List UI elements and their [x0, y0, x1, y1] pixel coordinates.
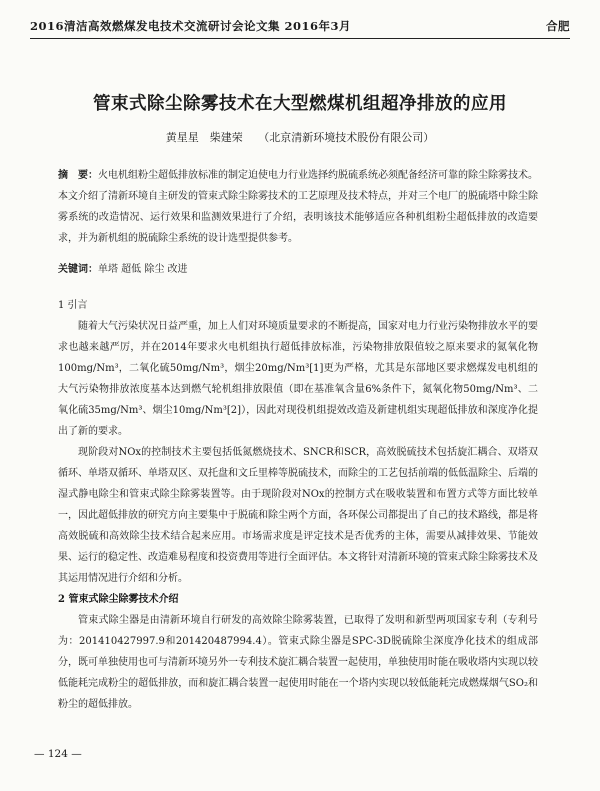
- keywords-label: 关键词：: [58, 264, 98, 275]
- body-text: [58, 295, 538, 715]
- abstract-text: 火电机组粉尘超低排放标准的制定迫使电力行业选择约脱硫系统必须配备经济可靠的除尘除雾技术。本文介绍了清新环境自主研发的管束式除尘除雾技术的工艺原理及技术特点，并对三个电厂的脱硫塔中除尘除雾系统的改造情况、运行效果和监测效果进行了介绍，表明该技术能够适应各种机组粉尘超低排放的改造要求，并为新机组的脱硫除尘系统的设计选型提供参考。: [58, 170, 538, 244]
- abstract-label: 摘 要：: [58, 170, 98, 181]
- page-number: — 124 —: [34, 748, 82, 760]
- header-location: 合肥: [546, 19, 570, 33]
- header-conference: 2016清洁高效燃煤发电技术交流研讨会论文集 2016年3月: [30, 19, 352, 33]
- paragraph: 随着大气污染状况日益严重，加上人们对环境质量要求的不断提高，国家对电力行业污染物排放水平的要求也越来越严厉，并在2014年要求火电机组执行超低排放标准，污染物排放限值较之原来要求的氮氧化物100mg/Nm³，二氧化硫50mg/Nm³，烟尘20mg/Nm³[1]更为严格，尤其是东部地区要求燃煤发电机组的大气污染物排放浓度基本达到燃气轮机组排放限值（即在基准氧含量6%条件下，氮氧化物50mg/Nm³、二氧化硫35mg/Nm³、烟尘10mg/Nm³[2]），因此对现役机组提效改造及新建机组实现超低排放和深度净化提出了新的要求。: [58, 321, 538, 437]
- author-affiliation: （北京清新环境技术股份有限公司）: [258, 131, 435, 144]
- section-heading-technology: 2 管束式除尘除雾技术介绍: [58, 594, 179, 605]
- author-line: [0, 129, 600, 145]
- keywords-text: 单塔 超低 除尘 改进: [98, 264, 188, 275]
- keywords: [58, 260, 538, 275]
- header-rule: [30, 38, 570, 39]
- paper-title: 管束式除尘除雾技术在大型燃煤机组超净排放的应用: [93, 94, 507, 114]
- section-heading-introduction: 1 引言: [58, 300, 88, 311]
- running-header: [30, 18, 570, 34]
- abstract: [58, 165, 538, 249]
- author-names: 黄星星 柴建荣: [165, 131, 243, 144]
- paragraph: 现阶段对NOx的控制技术主要包括低氮燃烧技术、SNCR和SCR，高效脱硫技术包括旋汇耦合、双塔双循环、单塔双循环、单塔双区、双托盘和文丘里棒等脱硫技术，而除尘的工艺包括前端的低低温除尘、后端的湿式静电除尘和管束式除尘除雾装置等。由于现阶段对NOx的控制方式在吸收装置和布置方式等方面比较单一，因此超低排放的研究方向主要集中于脱硫和除尘两个方面，各环保公司都提出了自己的技术路线，都是将高效脱硫和高效除尘技术结合起来应用。市场需求度是评定技术是否优秀的主体，需要从减排效果、节能效果、运行的稳定性、改造难易程度和投资费用等进行全面评估。本文将针对清新环境的管束式除尘除雾技术及其运用情况进行介绍和分析。: [58, 447, 538, 584]
- paragraph: 管束式除尘器是由清新环境自行研发的高效除尘除雾装置，已取得了发明和新型两项国家专利（专利号为：201410427997.9和201420487994.4）。管束式除尘器是SPC-3D脱硫除尘深度净化技术的组成部分，既可单独使用也可与清新环境另外一专利技术旋汇耦合装置一起使用，单独使用时能在吸收塔内实现以较低能耗完成粉尘的超低排放，而和旋汇耦合装置一起使用时能在一个塔内实现以较低能耗完成燃煤烟气SO₂和粉尘的超低排放。: [58, 615, 538, 710]
